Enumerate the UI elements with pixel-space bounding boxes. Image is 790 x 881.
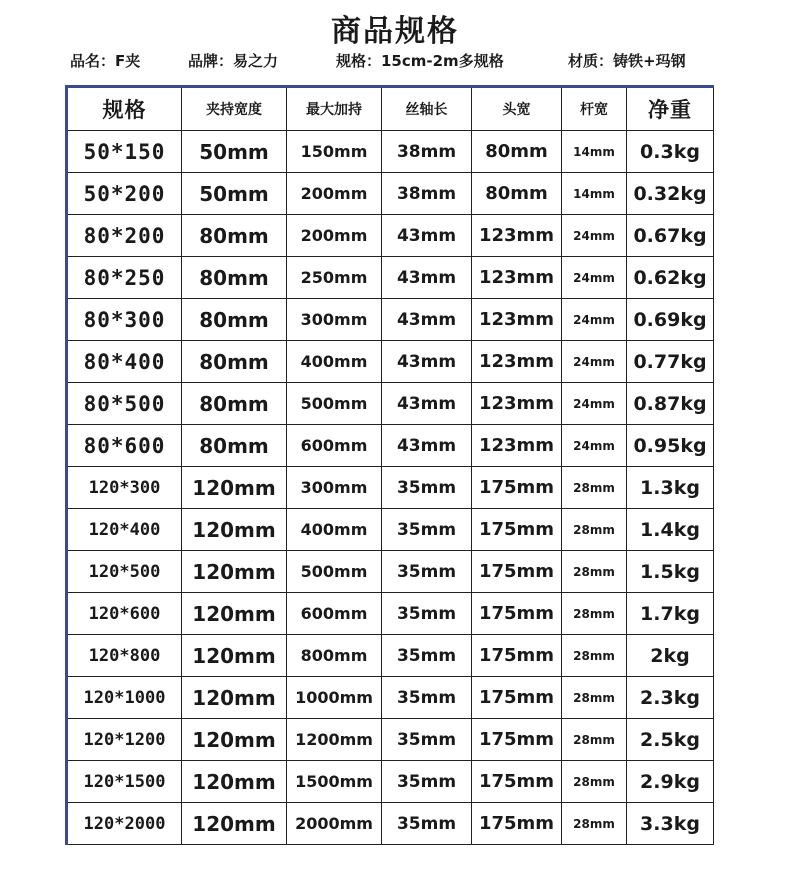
cell-max-clamp: 1200mm: [287, 719, 382, 761]
cell-max-clamp: 2000mm: [287, 803, 382, 845]
cell-net-weight: 0.69kg: [627, 299, 714, 341]
cell-head-width: 123mm: [472, 341, 562, 383]
cell-clamp-width: 80mm: [182, 257, 287, 299]
cell-screw-length: 35mm: [382, 677, 472, 719]
cell-screw-length: 43mm: [382, 215, 472, 257]
table-row: [67, 425, 714, 467]
cell-net-weight: 0.62kg: [627, 257, 714, 299]
cell-rod-width: 24mm: [562, 215, 627, 257]
table-row: [67, 677, 714, 719]
cell-clamp-width: 120mm: [182, 593, 287, 635]
cell-clamp-width: 80mm: [182, 299, 287, 341]
cell-clamp-width: 50mm: [182, 131, 287, 173]
cell-rod-width: 14mm: [562, 173, 627, 215]
header-net-weight: 净重: [627, 87, 714, 131]
cell-net-weight: 0.3kg: [627, 131, 714, 173]
cell-net-weight: 0.67kg: [627, 215, 714, 257]
page-title: 商品规格: [331, 14, 459, 49]
cell-spec: 80*400: [67, 341, 182, 383]
header-spec: 规格: [67, 87, 182, 131]
cell-max-clamp: 1000mm: [287, 677, 382, 719]
cell-screw-length: 35mm: [382, 551, 472, 593]
cell-net-weight: 2.5kg: [627, 719, 714, 761]
cell-clamp-width: 80mm: [182, 425, 287, 467]
cell-clamp-width: 120mm: [182, 635, 287, 677]
cell-head-width: 123mm: [472, 257, 562, 299]
cell-screw-length: 43mm: [382, 341, 472, 383]
cell-rod-width: 28mm: [562, 509, 627, 551]
cell-net-weight: 0.77kg: [627, 341, 714, 383]
table-row: [67, 719, 714, 761]
cell-clamp-width: 120mm: [182, 467, 287, 509]
cell-net-weight: 2.9kg: [627, 761, 714, 803]
cell-spec: 80*200: [67, 215, 182, 257]
cell-spec: 120*300: [67, 467, 182, 509]
cell-max-clamp: 500mm: [287, 383, 382, 425]
cell-spec: 120*1000: [67, 677, 182, 719]
cell-head-width: 80mm: [472, 173, 562, 215]
cell-clamp-width: 120mm: [182, 551, 287, 593]
cell-screw-length: 43mm: [382, 299, 472, 341]
cell-screw-length: 35mm: [382, 635, 472, 677]
cell-net-weight: 1.5kg: [627, 551, 714, 593]
cell-rod-width: 24mm: [562, 299, 627, 341]
table-row: [67, 215, 714, 257]
spec-table: [65, 85, 714, 845]
table-row: [67, 803, 714, 845]
header-screw-length: 丝轴长: [382, 87, 472, 131]
cell-net-weight: 3.3kg: [627, 803, 714, 845]
cell-max-clamp: 800mm: [287, 635, 382, 677]
cell-net-weight: 1.3kg: [627, 467, 714, 509]
cell-spec: 120*1500: [67, 761, 182, 803]
table-row: [67, 509, 714, 551]
table-row: [67, 551, 714, 593]
cell-spec: 120*500: [67, 551, 182, 593]
cell-clamp-width: 120mm: [182, 761, 287, 803]
cell-max-clamp: 500mm: [287, 551, 382, 593]
cell-head-width: 175mm: [472, 593, 562, 635]
cell-screw-length: 35mm: [382, 719, 472, 761]
cell-max-clamp: 300mm: [287, 467, 382, 509]
cell-spec: 80*250: [67, 257, 182, 299]
cell-rod-width: 28mm: [562, 467, 627, 509]
cell-rod-width: 14mm: [562, 131, 627, 173]
header-head-width: 头宽: [472, 87, 562, 131]
cell-head-width: 175mm: [472, 509, 562, 551]
table-row: [67, 635, 714, 677]
cell-screw-length: 43mm: [382, 383, 472, 425]
cell-spec: 120*800: [67, 635, 182, 677]
cell-screw-length: 38mm: [382, 131, 472, 173]
cell-screw-length: 35mm: [382, 593, 472, 635]
cell-screw-length: 35mm: [382, 467, 472, 509]
cell-net-weight: 2.3kg: [627, 677, 714, 719]
cell-rod-width: 28mm: [562, 551, 627, 593]
cell-max-clamp: 400mm: [287, 341, 382, 383]
cell-clamp-width: 120mm: [182, 509, 287, 551]
cell-rod-width: 28mm: [562, 719, 627, 761]
table-row: [67, 383, 714, 425]
cell-rod-width: 28mm: [562, 761, 627, 803]
table-row: [67, 593, 714, 635]
table-row: [67, 173, 714, 215]
cell-rod-width: 24mm: [562, 257, 627, 299]
cell-net-weight: 1.4kg: [627, 509, 714, 551]
cell-head-width: 175mm: [472, 635, 562, 677]
cell-clamp-width: 80mm: [182, 215, 287, 257]
cell-screw-length: 35mm: [382, 803, 472, 845]
cell-spec: 120*1200: [67, 719, 182, 761]
table-row: [67, 299, 714, 341]
cell-head-width: 175mm: [472, 719, 562, 761]
cell-net-weight: 2kg: [627, 635, 714, 677]
cell-head-width: 175mm: [472, 803, 562, 845]
cell-spec: 120*2000: [67, 803, 182, 845]
product-name: 品名：F夹: [70, 52, 141, 70]
cell-rod-width: 28mm: [562, 635, 627, 677]
cell-clamp-width: 80mm: [182, 383, 287, 425]
header-clamp-width: 夹持宽度: [182, 87, 287, 131]
cell-net-weight: 0.95kg: [627, 425, 714, 467]
product-info-line: [0, 50, 790, 70]
cell-clamp-width: 80mm: [182, 341, 287, 383]
cell-head-width: 123mm: [472, 215, 562, 257]
table-row: [67, 467, 714, 509]
cell-head-width: 175mm: [472, 677, 562, 719]
cell-rod-width: 28mm: [562, 593, 627, 635]
spec-table-header-row: [67, 87, 714, 131]
cell-max-clamp: 250mm: [287, 257, 382, 299]
cell-max-clamp: 200mm: [287, 173, 382, 215]
cell-net-weight: 0.32kg: [627, 173, 714, 215]
cell-spec: 80*600: [67, 425, 182, 467]
cell-rod-width: 24mm: [562, 383, 627, 425]
cell-head-width: 123mm: [472, 425, 562, 467]
cell-rod-width: 28mm: [562, 803, 627, 845]
cell-clamp-width: 50mm: [182, 173, 287, 215]
cell-clamp-width: 120mm: [182, 719, 287, 761]
header-rod-width: 杆宽: [562, 87, 627, 131]
cell-spec: 80*500: [67, 383, 182, 425]
cell-screw-length: 38mm: [382, 173, 472, 215]
cell-head-width: 175mm: [472, 467, 562, 509]
cell-clamp-width: 120mm: [182, 803, 287, 845]
cell-screw-length: 43mm: [382, 257, 472, 299]
cell-screw-length: 35mm: [382, 509, 472, 551]
table-row: [67, 761, 714, 803]
cell-head-width: 123mm: [472, 383, 562, 425]
cell-max-clamp: 400mm: [287, 509, 382, 551]
cell-max-clamp: 1500mm: [287, 761, 382, 803]
cell-rod-width: 28mm: [562, 677, 627, 719]
cell-head-width: 80mm: [472, 131, 562, 173]
product-brand: 品牌：易之力: [188, 52, 279, 70]
cell-max-clamp: 200mm: [287, 215, 382, 257]
cell-screw-length: 43mm: [382, 425, 472, 467]
cell-max-clamp: 600mm: [287, 425, 382, 467]
header-max-clamp: 最大加持: [287, 87, 382, 131]
cell-spec: 50*200: [67, 173, 182, 215]
cell-rod-width: 24mm: [562, 425, 627, 467]
cell-head-width: 175mm: [472, 761, 562, 803]
cell-head-width: 123mm: [472, 299, 562, 341]
cell-spec: 80*300: [67, 299, 182, 341]
cell-rod-width: 24mm: [562, 341, 627, 383]
spec-table-body: [67, 131, 714, 845]
cell-spec: 120*600: [67, 593, 182, 635]
cell-spec: 120*400: [67, 509, 182, 551]
table-row: [67, 257, 714, 299]
cell-max-clamp: 150mm: [287, 131, 382, 173]
cell-spec: 50*150: [67, 131, 182, 173]
table-row: [67, 341, 714, 383]
product-spec-range: 规格：15cm-2m多规格: [336, 52, 504, 70]
cell-screw-length: 35mm: [382, 761, 472, 803]
cell-net-weight: 0.87kg: [627, 383, 714, 425]
cell-head-width: 175mm: [472, 551, 562, 593]
cell-max-clamp: 600mm: [287, 593, 382, 635]
cell-clamp-width: 120mm: [182, 677, 287, 719]
table-row: [67, 131, 714, 173]
cell-max-clamp: 300mm: [287, 299, 382, 341]
product-material: 材质：铸铁+玛钢: [568, 52, 686, 70]
cell-net-weight: 1.7kg: [627, 593, 714, 635]
